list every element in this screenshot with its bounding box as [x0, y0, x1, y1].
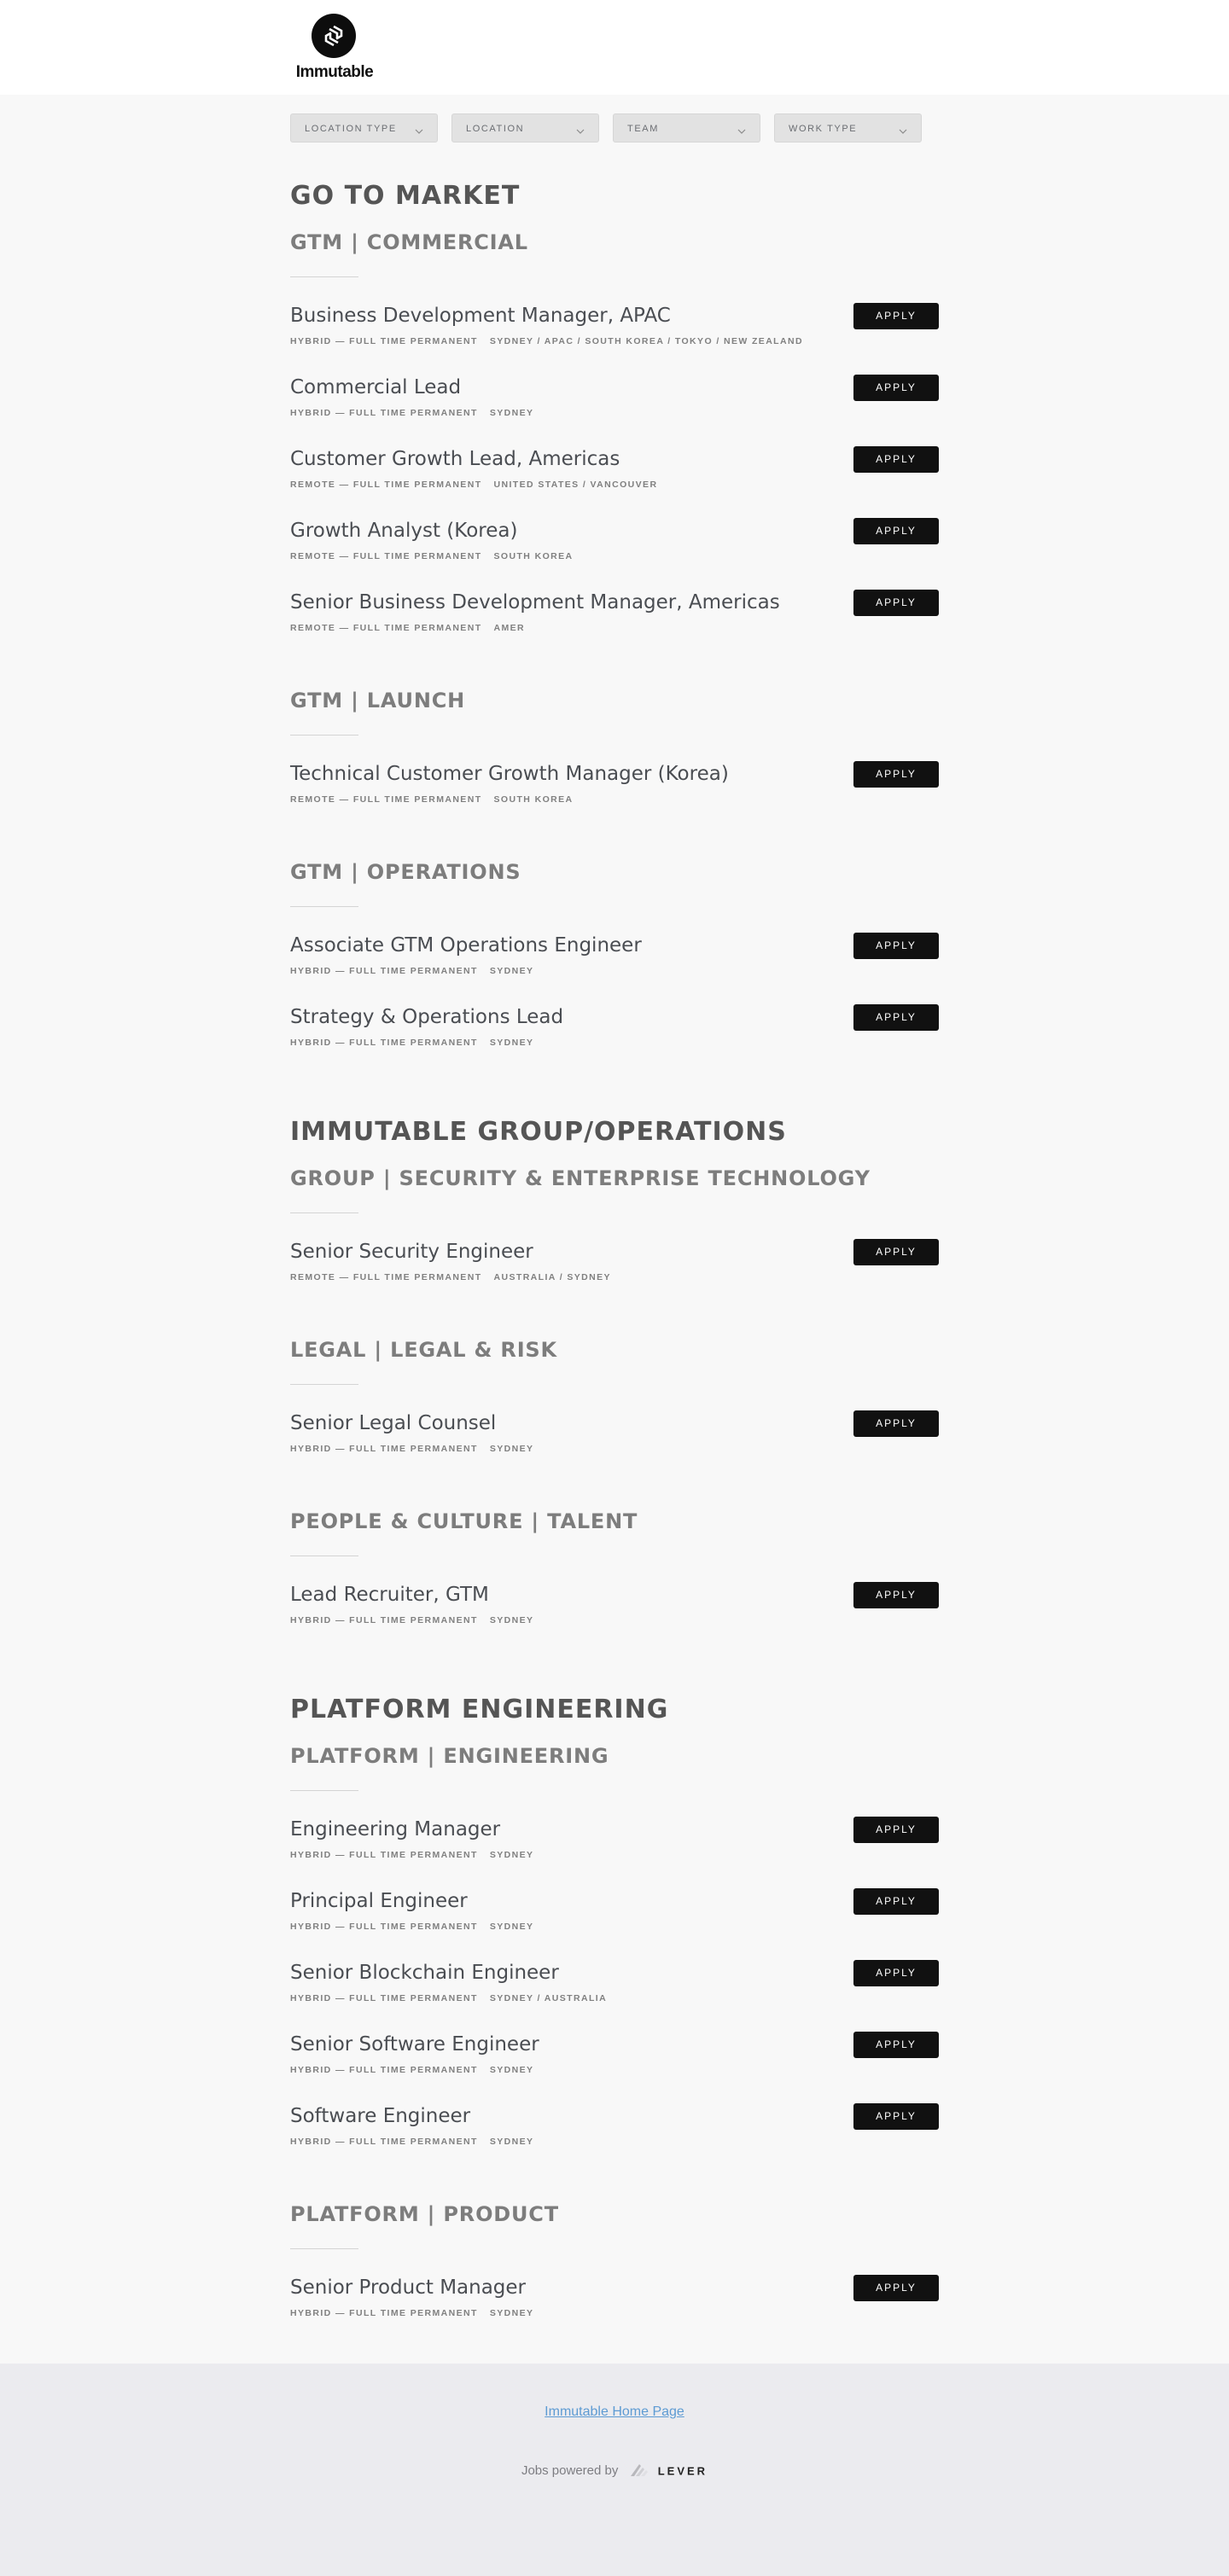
job-work-type: HYBRID — FULL TIME PERMANENT [290, 1850, 478, 1860]
job-meta [290, 1444, 533, 1454]
apply-button[interactable]: APPLY [853, 375, 939, 401]
job-location: SOUTH KOREA [493, 794, 574, 805]
job-work-type: REMOTE — FULL TIME PERMANENT [290, 794, 482, 805]
job-posting [290, 763, 939, 814]
job-meta [290, 1615, 533, 1625]
job-work-type: HYBRID — FULL TIME PERMANENT [290, 966, 478, 976]
job-title-link[interactable]: Associate GTM Operations Engineer [290, 934, 642, 957]
job-location: SYDNEY [489, 2137, 534, 2147]
job-title-link[interactable]: Engineering Manager [290, 1818, 501, 1840]
apply-button[interactable]: APPLY [853, 446, 939, 473]
job-posting [290, 591, 939, 643]
apply-button[interactable]: APPLY [853, 1410, 939, 1437]
apply-button[interactable]: APPLY [853, 1888, 939, 1915]
team-divider [290, 1555, 358, 1556]
job-meta [290, 1038, 533, 1048]
job-location: SOUTH KOREA [493, 551, 574, 561]
chevron-down-icon [737, 123, 746, 131]
lever-wordmark[interactable]: LEVER [657, 2464, 708, 2478]
apply-button[interactable]: APPLY [853, 2032, 939, 2058]
job-meta [290, 2308, 533, 2318]
job-posting [290, 2277, 939, 2328]
job-posting [290, 2033, 939, 2085]
job-title-link[interactable]: Software Engineer [290, 2105, 471, 2127]
job-title-link[interactable]: Senior Security Engineer [290, 1241, 533, 1263]
job-meta [290, 623, 525, 633]
job-meta [290, 1922, 533, 1932]
job-meta [290, 480, 657, 490]
job-posting [290, 448, 939, 499]
team-title: PLATFORM | ENGINEERING [290, 1744, 609, 1768]
job-location: SYDNEY / AUSTRALIA [489, 1993, 608, 2003]
apply-button[interactable]: APPLY [853, 518, 939, 544]
team-divider [290, 1790, 358, 1791]
job-title-link[interactable]: Commercial Lead [290, 376, 462, 398]
job-work-type: HYBRID — FULL TIME PERMANENT [290, 1993, 478, 2003]
job-title-link[interactable]: Senior Business Development Manager, Americas [290, 591, 780, 613]
brand-logo[interactable] [289, 14, 380, 85]
job-location: UNITED STATES / VANCOUVER [493, 480, 658, 490]
job-meta [290, 2065, 533, 2075]
job-title-link[interactable]: Customer Growth Lead, Americas [290, 448, 620, 470]
job-meta [290, 408, 533, 418]
job-work-type: REMOTE — FULL TIME PERMANENT [290, 480, 482, 490]
job-location: AMER [493, 623, 526, 633]
apply-button[interactable]: APPLY [853, 2103, 939, 2130]
job-work-type: HYBRID — FULL TIME PERMANENT [290, 2137, 478, 2147]
job-meta [290, 1850, 533, 1860]
immutable-logo-icon [312, 14, 356, 58]
department-title: GO TO MARKET [290, 181, 521, 211]
chevron-down-icon [415, 123, 423, 131]
job-posting [290, 1890, 939, 1941]
job-posting [290, 1006, 939, 1057]
filter-label: WORK TYPE [789, 124, 858, 134]
job-work-type: REMOTE — FULL TIME PERMANENT [290, 551, 482, 561]
job-title-link[interactable]: Senior Product Manager [290, 2277, 527, 2299]
job-work-type: HYBRID — FULL TIME PERMANENT [290, 2308, 478, 2318]
job-meta [290, 2137, 533, 2147]
job-posting [290, 1241, 939, 1292]
team-title: PEOPLE & CULTURE | TALENT [290, 1509, 638, 1533]
job-location: SYDNEY [489, 1850, 534, 1860]
job-location: SYDNEY [489, 966, 534, 976]
team-divider [290, 276, 358, 277]
filter-dropdown-team[interactable] [613, 113, 760, 142]
job-meta [290, 1272, 611, 1282]
filter-label: LOCATION TYPE [305, 124, 397, 134]
apply-button[interactable]: APPLY [853, 1960, 939, 1986]
job-title-link[interactable]: Lead Recruiter, GTM [290, 1584, 489, 1606]
team-title: LEGAL | LEGAL & RISK [290, 1338, 557, 1362]
apply-button[interactable]: APPLY [853, 590, 939, 616]
job-work-type: HYBRID — FULL TIME PERMANENT [290, 408, 478, 418]
chevron-down-icon [576, 123, 585, 131]
job-posting [290, 1412, 939, 1463]
job-meta [290, 966, 533, 976]
filter-label: LOCATION [466, 124, 525, 134]
job-title-link[interactable]: Business Development Manager, APAC [290, 305, 671, 327]
chevron-down-icon [899, 123, 907, 131]
job-title-link[interactable]: Senior Blockchain Engineer [290, 1962, 559, 1984]
job-location: SYDNEY [489, 1615, 534, 1625]
job-work-type: HYBRID — FULL TIME PERMANENT [290, 1922, 478, 1932]
job-posting [290, 2105, 939, 2156]
job-location: SYDNEY / APAC / SOUTH KOREA / TOKYO / NEW ZEALAND [489, 336, 803, 346]
job-work-type: HYBRID — FULL TIME PERMANENT [290, 2065, 478, 2075]
lever-logo-icon [629, 2461, 649, 2481]
job-title-link[interactable]: Growth Analyst (Korea) [290, 520, 518, 542]
job-work-type: HYBRID — FULL TIME PERMANENT [290, 336, 478, 346]
powered-by-label: Jobs powered by [521, 2463, 619, 2478]
page-header [0, 0, 1229, 95]
apply-button[interactable]: APPLY [853, 303, 939, 329]
department-title: PLATFORM ENGINEERING [290, 1695, 669, 1724]
brand-name: Immutable [295, 63, 374, 81]
job-title-link[interactable]: Technical Customer Growth Manager (Korea) [290, 763, 729, 785]
job-location: SYDNEY [489, 2065, 534, 2075]
team-divider [290, 2248, 358, 2249]
powered-by [0, 2461, 1229, 2481]
job-location: SYDNEY [489, 1444, 534, 1454]
team-divider [290, 1384, 358, 1385]
job-meta [290, 336, 803, 346]
page-footer [0, 2364, 1229, 2576]
job-location: SYDNEY [489, 1922, 534, 1932]
team-title: GTM | LAUNCH [290, 689, 466, 712]
team-title: GTM | COMMERCIAL [290, 230, 528, 254]
team-title: PLATFORM | PRODUCT [290, 2202, 559, 2226]
job-location: SYDNEY [489, 1038, 534, 1048]
job-location: SYDNEY [489, 2308, 534, 2318]
team-divider [290, 1212, 358, 1213]
job-work-type: REMOTE — FULL TIME PERMANENT [290, 1272, 482, 1282]
apply-button[interactable]: APPLY [853, 1582, 939, 1608]
job-work-type: HYBRID — FULL TIME PERMANENT [290, 1615, 478, 1625]
apply-button[interactable]: APPLY [853, 761, 939, 788]
filter-dropdown-location-type[interactable] [290, 113, 438, 142]
team-divider [290, 906, 358, 907]
apply-button[interactable]: APPLY [853, 933, 939, 959]
job-posting [290, 520, 939, 571]
job-work-type: REMOTE — FULL TIME PERMANENT [290, 623, 482, 633]
job-posting [290, 1818, 939, 1869]
apply-button[interactable]: APPLY [853, 2275, 939, 2301]
job-board [0, 95, 1229, 2364]
team-title: GTM | OPERATIONS [290, 860, 521, 884]
job-meta [290, 551, 574, 561]
apply-button[interactable]: APPLY [853, 1817, 939, 1843]
job-posting [290, 934, 939, 986]
job-posting [290, 1584, 939, 1635]
job-work-type: HYBRID — FULL TIME PERMANENT [290, 1444, 478, 1454]
job-work-type: HYBRID — FULL TIME PERMANENT [290, 1038, 478, 1048]
filter-label: TEAM [627, 124, 659, 134]
team-divider [290, 735, 358, 736]
filter-dropdown-location[interactable] [451, 113, 599, 142]
filter-dropdown-work-type[interactable] [774, 113, 922, 142]
department-title: IMMUTABLE GROUP/OPERATIONS [290, 1117, 787, 1147]
team-title: GROUP | SECURITY & ENTERPRISE TECHNOLOGY [290, 1166, 871, 1190]
job-title-link[interactable]: Strategy & Operations Lead [290, 1006, 564, 1028]
job-location: AUSTRALIA / SYDNEY [493, 1272, 611, 1282]
job-posting [290, 1962, 939, 2013]
job-title-link[interactable]: Senior Legal Counsel [290, 1412, 497, 1434]
apply-button[interactable]: APPLY [853, 1239, 939, 1265]
apply-button[interactable]: APPLY [853, 1004, 939, 1031]
job-posting [290, 376, 939, 427]
home-page-link[interactable]: Immutable Home Page [545, 2404, 684, 2419]
job-title-link[interactable]: Senior Software Engineer [290, 2033, 539, 2056]
job-meta [290, 794, 574, 805]
job-title-link[interactable]: Principal Engineer [290, 1890, 468, 1912]
job-meta [290, 1993, 607, 2003]
job-posting [290, 305, 939, 356]
job-location: SYDNEY [489, 408, 534, 418]
